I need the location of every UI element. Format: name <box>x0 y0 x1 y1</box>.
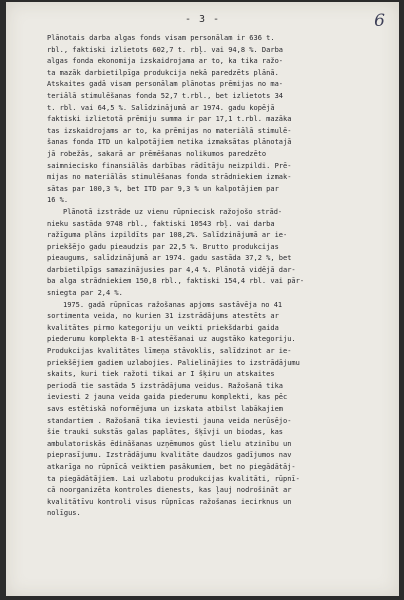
text-line: pieprasījumu. Izstrādājumu kvalitāte daudzos gadījumos nav <box>47 451 292 460</box>
text-line: Produkcijas kvalitātes līmeņa stāvoklis, salīdzinot ar ie- <box>47 347 292 356</box>
paragraph-3 <box>47 300 387 520</box>
text-line: šanas fonda ITD un kalpotājiem netika izmaksātas plānotajā <box>47 138 292 147</box>
page-number: - 3 - <box>184 14 221 25</box>
document-page <box>6 2 399 596</box>
text-line: periodā tie sastāda 5 izstrādājuma veidus. Ražošanā tika <box>47 381 284 390</box>
text-line: standartiem . Ražošanā tika ieviesti jauna veida nerūsējo- <box>47 416 292 425</box>
text-line: rbl., faktiski izlietots 602,7 t. rbļ. vai 94,8 %. Darba <box>47 45 284 54</box>
text-line: kvalitātes pirmo kategoriju un veikti priekšdarbi gaida <box>47 323 279 332</box>
text-line: ta piegādātājiem. Lai uzlabotu produkcijas kvalitāti, rūpnī- <box>47 474 300 483</box>
text-line: Atskaites gadā visam personālam plānotas prēmijas no ma- <box>47 80 284 89</box>
text-line: kvalitātīvu kontroli visus rūpnīcas ražošanas iecirknus un <box>47 497 292 506</box>
text-line: t. rbl. vai 64,5 %. Salīdzinājumā ar 1974. gadu kopējā <box>47 103 275 112</box>
text-line: faktiski izlietotā prēmiju summa ir par 17,1 t.rbl. mazāka <box>47 115 292 124</box>
text-line: tas izskaidrojams ar to, ka prēmijas no materiālā stimulē- <box>47 126 292 135</box>
text-line: sātas par 100,3 %, bet ITD par 9,3 % un kalpotājiem par <box>47 184 279 193</box>
text-line: algas fonda ekonomija izskaidrojama ar to, ka tika ražo- <box>47 57 284 66</box>
handwritten-page-mark: 6 <box>374 11 385 31</box>
text-line: nieku sastāda 9748 rbl., faktiski 10543 rbļ. vai darba <box>47 219 275 228</box>
text-line: atkarīga no rūpnīcā veiktiem pasākumiem, bet no piegādātāj- <box>47 462 296 471</box>
text-line: piederumu komplekta B-1 atestēšanai uz augstāko kategoriju. <box>47 335 296 344</box>
text-line: jā robežās, sakarā ar prēmēšanas nolikumos paredzēto <box>47 149 267 158</box>
text-line: šie trauki sukstās galas paplātes, šķīvji un biodas, kas <box>47 428 284 437</box>
text-line: ambulatoriskās ēdināšanas uzņēmumos gūst lielu atzinību un <box>47 439 292 448</box>
paragraph-2 <box>47 207 387 300</box>
text-line: ta mazāk darbietilpīga produkcija nekā paredzēts plānā. <box>47 68 279 77</box>
text-line: skaits, kuri tiek ražoti tikai ar I šķiru un atskaites <box>47 370 275 379</box>
text-line: cā noorganizēta kontroles dienests, kas ļauj nodrošināt ar <box>47 486 292 495</box>
text-line: priekšējiem gadiem uzlabojies. Palielinājies to izstrādājumu <box>47 358 300 367</box>
text-line: saimniecisko finansiālās darbības rādītāju neizpildi. Prē- <box>47 161 292 170</box>
document-body <box>47 33 387 520</box>
text-line: savs estētiskā noformējuma un izskata atbilst labākajiem <box>47 405 284 413</box>
text-line: priekšējo gadu pieaudzis par 22,5 %. Brutto produkcijas <box>47 242 279 251</box>
text-line: 16 %. <box>47 196 69 205</box>
text-line: sortimenta veida, no kurien 31 izstrādājums atestēts ar <box>47 312 279 321</box>
text-line: ražīguma plāns izpildīts par 108,2%. Salīdzinājumā ar ie- <box>47 231 288 240</box>
text-line: darbietilpīgs samazinājusies par 4,4 %. Plānotā vidējā dar- <box>47 265 296 274</box>
text-line: sniegta par 2,4 %. <box>47 289 123 298</box>
text-line: mijas no materiālās stimulēšanas fonda strādniekiem izmak- <box>47 173 292 182</box>
text-line: pieaugums, salīdzinājumā ar 1974. gadu sastāda 37,2 %, bet <box>47 254 292 263</box>
paragraph-1 <box>47 33 387 207</box>
text-line: Plānotā izstrāde uz vienu rūpniecisk ražojošo strād- <box>63 207 283 216</box>
text-line: ieviesti 2 jauna veida gaida piederumu komplekti, kas pēc <box>47 393 288 402</box>
text-line: teriālā stimulēšanas fonda 52,7 t.rbl., bet izlietots 34 <box>47 91 284 100</box>
text-line: 1975. gadā rūpnīcas ražošanas apjoms sastāvēja no 41 <box>63 300 283 309</box>
text-line: nolīgus. <box>47 509 81 518</box>
text-line: ba alga strādniekiem 150,8 rbl., faktiski 154,4 rbl. vai pār- <box>47 277 305 286</box>
text-line: Plānotais darba algas fonds visam personālam ir 636 t. <box>47 34 275 42</box>
